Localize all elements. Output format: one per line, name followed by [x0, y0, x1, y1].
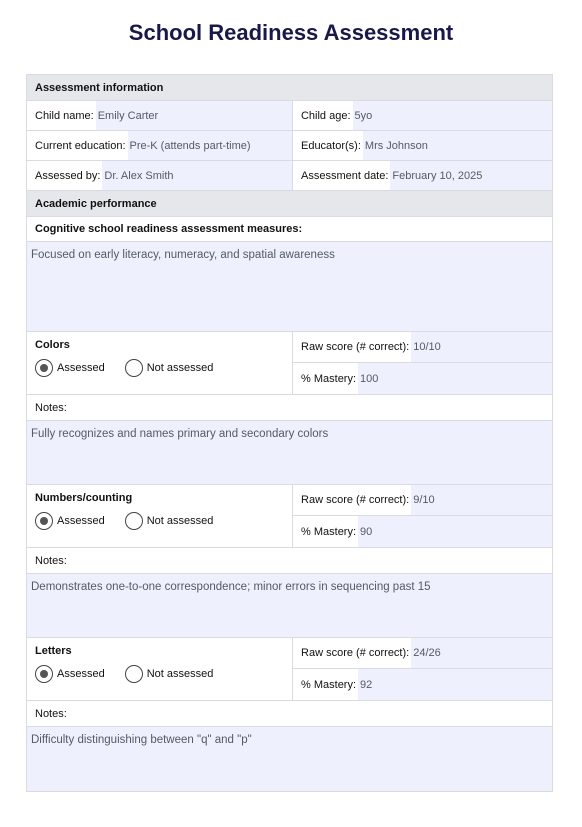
educator-label: Educator(s): [300, 139, 361, 152]
radio-selected-icon [35, 512, 53, 530]
not-assessed-radio[interactable] [125, 665, 214, 683]
mastery-label: % Mastery: [301, 372, 357, 385]
radio-empty-icon [125, 359, 143, 377]
mastery-field[interactable]: 92 [358, 669, 552, 700]
notes-textarea[interactable]: Fully recognizes and names primary and secondary colors [27, 421, 552, 484]
radio-selected-icon [35, 359, 53, 377]
not-assessed-radio[interactable] [125, 512, 214, 530]
not-assessed-radio[interactable] [125, 359, 214, 377]
child-name-field[interactable]: Emily Carter [96, 101, 292, 130]
mastery-label: % Mastery: [301, 678, 357, 691]
assessed-label: Assessed [57, 515, 105, 527]
raw-score-label: Raw score (# correct): [301, 494, 410, 506]
info-row [27, 131, 552, 161]
assessed-radio[interactable] [35, 359, 105, 377]
assessed-by-label: Assessed by: [35, 169, 101, 182]
page-title: School Readiness Assessment [128, 20, 454, 45]
education-field[interactable]: Pre-K (attends part-time) [128, 131, 292, 160]
child-age-field[interactable]: 5yo [353, 101, 552, 130]
not-assessed-label: Not assessed [146, 515, 214, 527]
raw-score-field[interactable]: 24/26 [411, 638, 552, 668]
notes-textarea[interactable]: Demonstrates one-to-one correspondence; minor errors in sequencing past 15 [27, 574, 552, 637]
section-header-info: Assessment information [27, 75, 552, 101]
educator-field[interactable]: Mrs Johnson [363, 131, 552, 160]
assessment-date-field[interactable]: February 10, 2025 [390, 161, 552, 190]
child-age-label: Child age: [300, 109, 351, 122]
skill-name: Letters [35, 645, 72, 657]
not-assessed-label: Not assessed [146, 668, 214, 680]
skill-name: Numbers/counting [35, 492, 133, 504]
radio-selected-icon [35, 665, 53, 683]
radio-empty-icon [125, 512, 143, 530]
skill-block-letters [27, 638, 552, 701]
info-row [27, 101, 552, 131]
raw-score-label: Raw score (# correct): [301, 647, 410, 659]
section-header-academic: Academic performance [27, 191, 552, 217]
mastery-label: % Mastery: [301, 525, 357, 538]
notes-label: Notes: [27, 701, 552, 727]
info-row [27, 161, 552, 191]
assessed-by-field[interactable]: Dr. Alex Smith [102, 161, 292, 190]
radio-empty-icon [125, 665, 143, 683]
notes-label: Notes: [27, 395, 552, 421]
notes-textarea[interactable]: Difficulty distinguishing between "q" and "p" [27, 727, 552, 791]
measures-textarea[interactable]: Focused on early literacy, numeracy, and spatial awareness [27, 242, 552, 331]
raw-score-field[interactable]: 9/10 [411, 485, 552, 515]
assessed-radio[interactable] [35, 512, 105, 530]
skill-name: Colors [35, 339, 70, 351]
raw-score-label: Raw score (# correct): [301, 341, 410, 353]
assessed-label: Assessed [57, 362, 105, 374]
education-label: Current education: [35, 139, 126, 152]
raw-score-field[interactable]: 10/10 [411, 332, 552, 362]
child-name-label: Child name: [35, 109, 94, 122]
skill-block-colors [27, 332, 552, 395]
mastery-field[interactable]: 90 [358, 516, 552, 547]
assessment-date-label: Assessment date: [300, 169, 389, 182]
assessed-radio[interactable] [35, 665, 105, 683]
assessed-label: Assessed [57, 668, 105, 680]
mastery-field[interactable]: 100 [358, 363, 552, 394]
not-assessed-label: Not assessed [146, 362, 214, 374]
measures-label: Cognitive school readiness assessment measures: [27, 217, 552, 242]
assessment-form [26, 74, 553, 792]
skill-block-numbers [27, 485, 552, 548]
notes-label: Notes: [27, 548, 552, 574]
